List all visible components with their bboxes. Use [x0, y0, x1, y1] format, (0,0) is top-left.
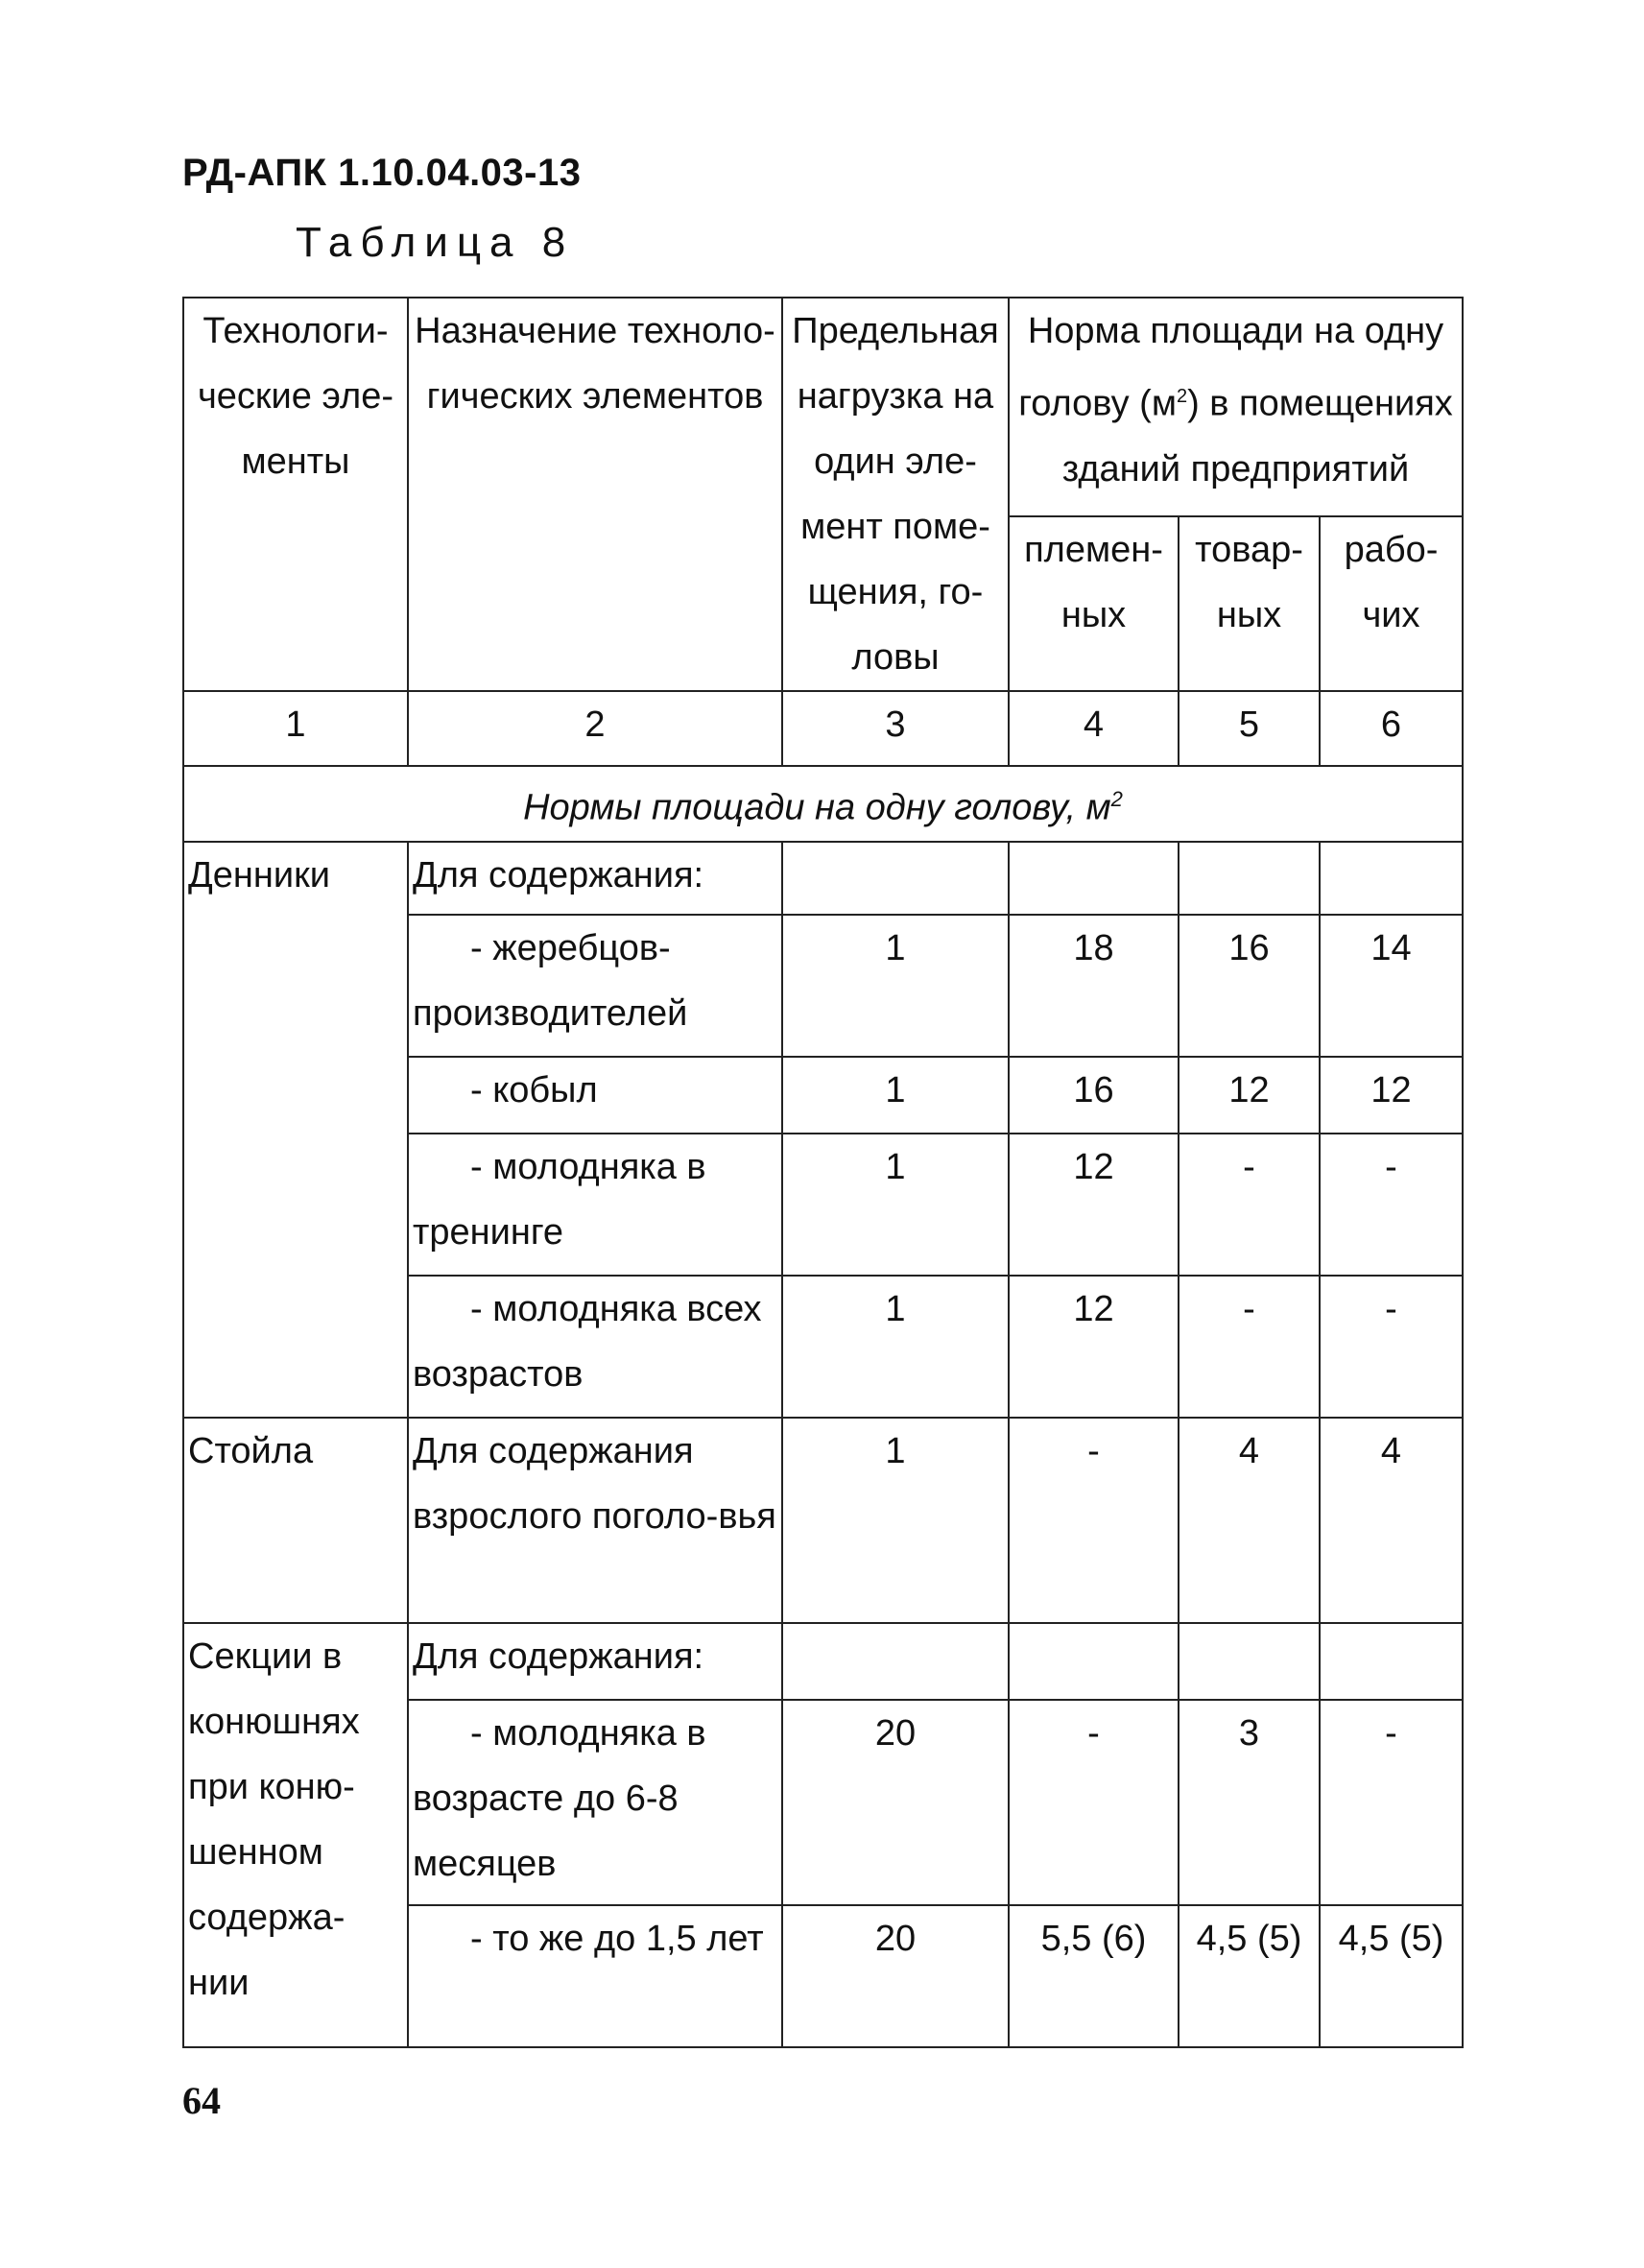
header-area-norm-pre: Норма площади на одну голову (м	[1018, 311, 1444, 424]
purpose-cell: - молодняка в возрасте до 6-8 месяцев	[408, 1700, 782, 1905]
header-max-load: Предельная нагрузка на один эле-мент поме-щения, го-ловы	[782, 298, 1009, 691]
purpose-cell: Для содержания взрослого поголо-вья	[408, 1418, 782, 1623]
working-cell: 4,5 (5)	[1320, 1905, 1463, 2047]
working-cell: -	[1320, 1134, 1463, 1276]
section-title-row	[183, 766, 1463, 842]
header-area-norm-sup: 2	[1176, 386, 1188, 407]
header-purpose: Назначение техноло-гических элементов	[408, 298, 782, 691]
column-number: 3	[782, 691, 1009, 766]
element-cell: Секции в конюшнях при коню-шенном содержа-нии	[183, 1623, 408, 2047]
working-cell: 4	[1320, 1418, 1463, 1623]
breeding-cell: 12	[1009, 1134, 1179, 1276]
load-cell: 1	[782, 1418, 1009, 1623]
commercial-cell: -	[1179, 1134, 1320, 1276]
load-cell: 1	[782, 915, 1009, 1057]
empty-cell	[1179, 842, 1320, 915]
empty-cell	[782, 1623, 1009, 1700]
header-breeding: племен-ных	[1009, 516, 1179, 691]
section-title-sup: 2	[1110, 787, 1123, 811]
purpose-cell: - то же до 1,5 лет	[408, 1905, 782, 2047]
empty-cell	[1320, 842, 1463, 915]
header-area-norm-post: ) в помещениях зданий предприятий	[1061, 383, 1453, 489]
column-number: 6	[1320, 691, 1463, 766]
breeding-cell: 16	[1009, 1057, 1179, 1134]
breeding-cell: -	[1009, 1700, 1179, 1905]
header-technological-elements: Технологи-ческие эле-менты	[183, 298, 408, 691]
working-cell: 12	[1320, 1057, 1463, 1134]
breeding-cell: 5,5 (6)	[1009, 1905, 1179, 2047]
commercial-cell: 3	[1179, 1700, 1320, 1905]
header-area-norm-group	[1009, 298, 1463, 516]
purpose-cell: - молодняка в тренинге	[408, 1134, 782, 1276]
commercial-cell: 4,5 (5)	[1179, 1905, 1320, 2047]
load-cell: 1	[782, 1276, 1009, 1418]
load-cell: 1	[782, 1057, 1009, 1134]
working-cell: 14	[1320, 915, 1463, 1057]
empty-cell	[1320, 1623, 1463, 1700]
column-number: 2	[408, 691, 782, 766]
section-title	[183, 766, 1463, 842]
empty-cell	[1009, 842, 1179, 915]
table-row	[183, 1623, 1463, 1700]
page-number: 64	[182, 2079, 221, 2122]
purpose-cell: - молодняка всех возрастов	[408, 1276, 782, 1418]
working-cell: -	[1320, 1700, 1463, 1905]
working-cell: -	[1320, 1276, 1463, 1418]
column-number-row	[183, 691, 1463, 766]
commercial-cell: 4	[1179, 1418, 1320, 1623]
header-commercial: товар-ных	[1179, 516, 1320, 691]
empty-cell	[782, 842, 1009, 915]
breeding-cell: 12	[1009, 1276, 1179, 1418]
column-number: 5	[1179, 691, 1320, 766]
empty-cell	[1009, 1623, 1179, 1700]
load-cell: 20	[782, 1905, 1009, 2047]
commercial-cell: 16	[1179, 915, 1320, 1057]
purpose-heading: Для содержания:	[408, 842, 782, 915]
table-caption: Таблица 8	[296, 219, 575, 266]
table-header-row	[183, 298, 1463, 516]
element-cell: Денники	[183, 842, 408, 1418]
commercial-cell: 12	[1179, 1057, 1320, 1134]
element-cell: Стойла	[183, 1418, 408, 1623]
breeding-cell: -	[1009, 1418, 1179, 1623]
load-cell: 20	[782, 1700, 1009, 1905]
purpose-heading: Для содержания:	[408, 1623, 782, 1700]
empty-cell	[1179, 1623, 1320, 1700]
norms-table	[182, 297, 1464, 2048]
header-working: рабо-чих	[1320, 516, 1463, 691]
section-title-text: Нормы площади на одну голову, м	[523, 787, 1111, 828]
commercial-cell: -	[1179, 1276, 1320, 1418]
document-code: РД-АПК 1.10.04.03-13	[182, 152, 582, 194]
column-number: 4	[1009, 691, 1179, 766]
breeding-cell: 18	[1009, 915, 1179, 1057]
column-number: 1	[183, 691, 408, 766]
load-cell: 1	[782, 1134, 1009, 1276]
table-row	[183, 842, 1463, 915]
table-row	[183, 1418, 1463, 1623]
purpose-cell: - жеребцов-производителей	[408, 915, 782, 1057]
purpose-cell: - кобыл	[408, 1057, 782, 1134]
